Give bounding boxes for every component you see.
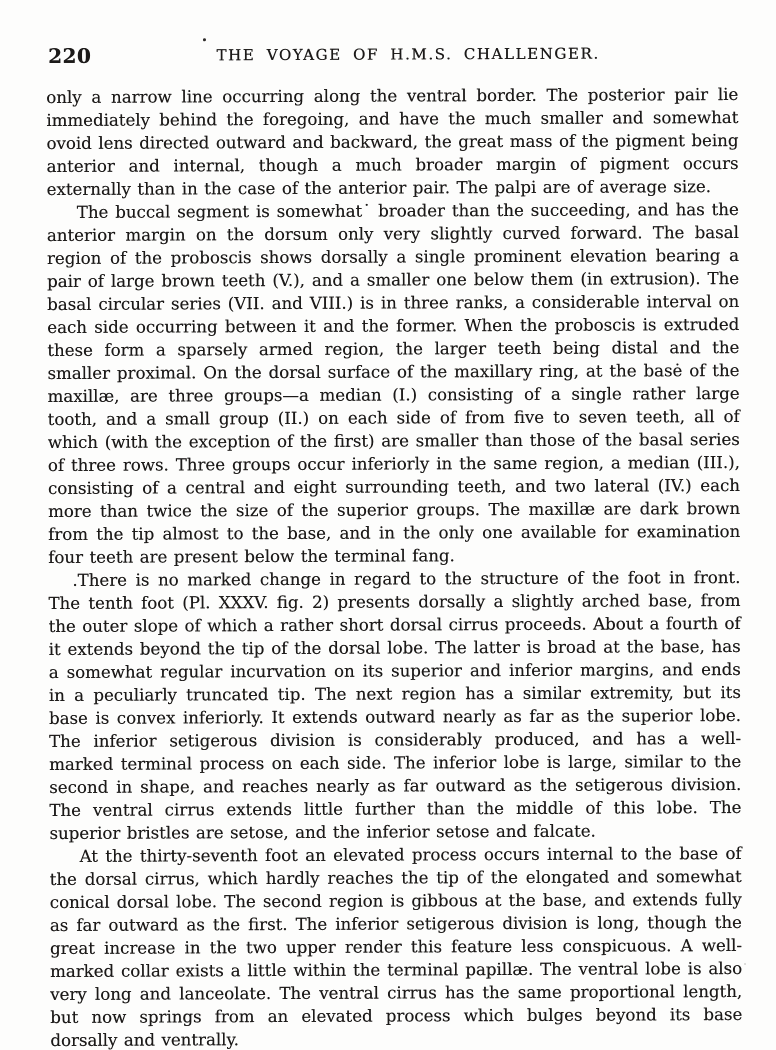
running-header-title: THE VOYAGE OF H.M.S. CHALLENGER.: [216, 44, 600, 65]
ink-speck: [203, 38, 206, 41]
ink-speck: [726, 966, 728, 969]
page-number: 220: [47, 43, 92, 68]
body-paragraph: The buccal segment is somewhat˙ broader than the succeeding, and has the anterior margin on the dorsum only very slightly curved forward. The basal region of the proboscis shows dorsally a single prominent elevation bearing a pair of large brown teeth (V.), and a smaller one below them (in extrusion). The basal circular series (VII. and VIII.) is in three ranks, a considerable interval on each side occurring between it and the former. When the proboscis is extruded these form a sparsely armed region, the larger teeth being distal and the smaller proximal. On the dorsal surface of the maxillary ring, at the basė of the maxillæ, are three groups—a median (I.) consisting of a single rather large tooth, and a small group (II.) on each side of from five to seven teeth, all of which (with the exception of the first) are smaller than those of the basal series of three rows. Three groups occur inferiorly in the same region, a median (III.), consisting of a central and eight surrounding teeth, and two lateral (IV.) each more than twice the size of the superior groups. The maxillæ are dark brown from the tip almost to the base, and in the only one available for examination four teeth are present below the terminal fang.: [46, 199, 741, 567]
running-header: [46, 41, 738, 68]
ink-speck: [744, 963, 746, 965]
body-paragraph: At the thirty-seventh foot an elevated process occurs internal to the base of the dorsal cirrus, which hardly reaches the tip of the elongated and somewhat conical dorsal lobe. The second region is gibbous at the base, and extends fully as far outward as the first. The inferior setigerous division is long, though the great increase in the two upper render this feature less conspicuous. A well-marked collar exists a little within the terminal papillæ. The ventral lobe is also very long and lanceolate. The ventral cirrus has the same proportional length, but now springs from an elevated process which bulges beyond its base dorsally and ventrally.: [49, 843, 743, 1050]
body-paragraph: only a narrow line occurring along the ventral border. The posterior pair lie immediately behind the foregoing, and have the much smaller and somewhat ovoid lens directed outward and backward, the great mass of the pigment being anterior and internal, though a much broader margin of pigment occurs externally than in the case of the anterior pair. The palpi are of average size.: [46, 84, 739, 199]
body-text-block: [46, 83, 742, 1050]
page-content: [46, 41, 742, 1050]
body-paragraph: .There is no marked change in regard to the structure of the foot in front. The tenth foot (Pl. XXXV. fig. 2) presents dorsally a slightly arched base, from the outer slope of which a rather short dorsal cirrus proceeds. About a fourth of it extends beyond the tip of the dorsal lobe. The latter is broad at the base, has a somewhat regular incurvation on its superior and inferior margins, and ends in a peculiarly truncated tip. The next region has a similar extremity, but its base is convex inferiorly. It extends outward nearly as far as the superior lobe. The inferior setigerous division is considerably produced, and has a well-marked terminal process on each side. The inferior lobe is large, similar to the second in shape, and reaches nearly as far outward as the setigerous division. The ventral cirrus extends little further than the middle of this lobe. The superior bristles are setose, and the inferior setose and falcate.: [48, 567, 742, 843]
